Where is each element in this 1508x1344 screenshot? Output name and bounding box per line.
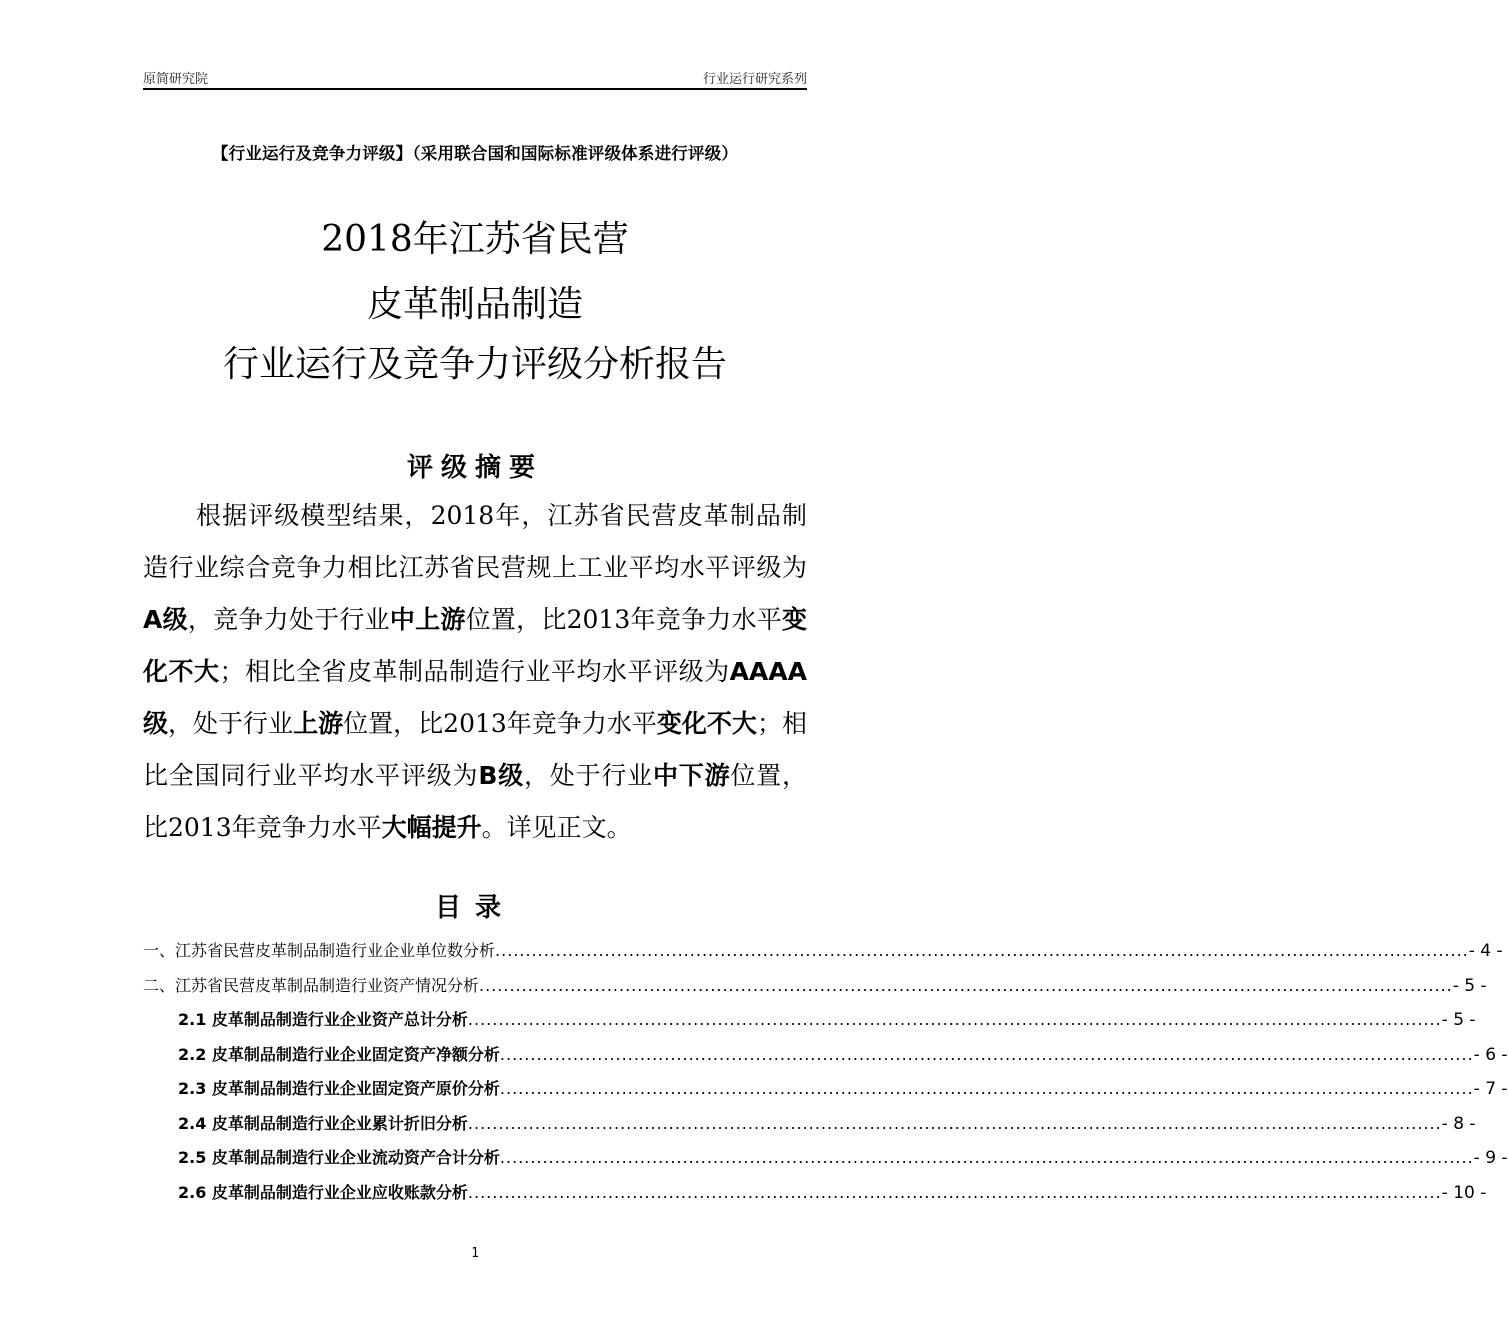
abstract-emphasis: 大幅提升 [381,813,482,842]
toc-entry[interactable] [143,1076,1508,1111]
toc-entry-label: 一、江苏省民营皮革制品制造行业企业单位数分析 [143,941,496,960]
abstract-text: ，竞争力处于行业 [187,605,390,634]
abstract-paragraph [143,490,807,854]
toc-entry-label: 二、江苏省民营皮革制品制造行业资产情况分析 [143,975,480,995]
toc-entry-page: - 5 - [1441,1010,1476,1030]
abstract-text: 位置，比2013年竞争力水平 [343,709,657,738]
toc-entry[interactable] [143,1145,1508,1180]
abstract-emphasis: B级 [478,761,524,790]
toc-entry-label: 2.4 皮革制品制造行业企业累计折旧分析 [178,1113,468,1133]
abstract-text: ，处于行业 [168,709,294,738]
toc-leader-dots: ................................................................................................................................................................ [467,1113,1442,1133]
abstract-text: ；相比全省皮革制品制造行业平均水平评级为 [219,657,730,686]
page-header [143,66,807,90]
toc-leader-dots: ................................................................................................................................................................ [499,1148,1474,1167]
abstract-body [143,490,807,854]
toc-entry-page: - 9 - [1473,1148,1508,1168]
abstract-emphasis: 变化不大 [656,709,757,738]
toc-heading: 目录 [434,893,515,923]
abstract-emphasis: 变化不大 [143,605,807,686]
header-org-name: 原简研究院 [143,72,209,87]
toc-entry-label: 2.6 皮革制品制造行业企业应收账款分析 [178,1182,468,1202]
abstract-heading: 评级摘要 [406,453,543,483]
report-title-line-1: 2018年江苏省民营 [321,219,629,260]
toc-entry-page: - 10 - [1441,1182,1487,1203]
toc-leader-dots: ................................................................................................................................................................ [479,975,1453,995]
toc-entry-page: - 6 - [1473,1044,1508,1065]
toc-leader-dots: ................................................................................................................................................................ [499,1079,1474,1098]
toc-leader-dots: ................................................................................................................................................................ [467,1182,1442,1202]
toc-entry[interactable] [143,1180,1487,1215]
toc-entry[interactable] [143,938,1503,973]
toc-leader-dots: ................................................................................................................................................................ [495,941,1469,960]
abstract-text: 。详见正文。 [481,813,632,842]
abstract-text: 位置，比2013年竞争力水平 [465,605,782,634]
toc-entry-page: - 7 - [1473,1079,1508,1099]
toc-leader-dots: ................................................................................................................................................................ [499,1044,1474,1064]
abstract-text: 位置，比2013年竞争力水平 [143,761,807,842]
toc-entry-page: - 5 - [1452,975,1487,996]
page-number: 1 [471,1246,479,1261]
report-title-line-3: 行业运行及竞争力评级分析报告 [222,344,727,385]
toc-entry-label: 2.2 皮革制品制造行业企业固定资产净额分析 [178,1044,500,1064]
abstract-text: ；相比全国同行业平均水平评级为 [143,709,807,790]
toc-entry-label: 2.5 皮革制品制造行业企业流动资产合计分析 [178,1148,500,1167]
abstract-emphasis: 中上游 [389,605,466,634]
toc-entry-page: - 8 - [1441,1113,1476,1134]
abstract-emphasis: 上游 [293,709,344,738]
abstract-emphasis: A级 [143,605,188,634]
toc-entry[interactable] [143,1042,1508,1077]
abstract-emphasis: AAAA级 [143,657,807,738]
toc-entry[interactable] [143,973,1487,1008]
toc-entry[interactable] [143,1007,1476,1042]
report-title-line-2: 皮革制品制造 [366,284,583,325]
abstract-text: 根据评级模型结果，2018年，江苏省民营皮革制品制造行业综合竞争力相比江苏省民营规上工业平均水平评级为 [143,501,807,582]
header-series-name: 行业运行研究系列 [702,72,807,87]
toc-leader-dots: ................................................................................................................................................................ [467,1010,1442,1029]
toc-entry-label: 2.1 皮革制品制造行业企业资产总计分析 [178,1010,468,1029]
rating-tagline: 【行业运行及竞争力评级】（采用联合国和国际标准评级体系进行评级） [211,144,739,163]
table-of-contents [143,938,1508,1214]
abstract-text: ，处于行业 [524,761,653,790]
toc-entry-label: 2.3 皮革制品制造行业企业固定资产原价分析 [178,1079,500,1098]
toc-entry[interactable] [143,1111,1476,1146]
abstract-emphasis: 中下游 [652,761,731,790]
toc-entry-page: - 4 - [1468,941,1503,961]
